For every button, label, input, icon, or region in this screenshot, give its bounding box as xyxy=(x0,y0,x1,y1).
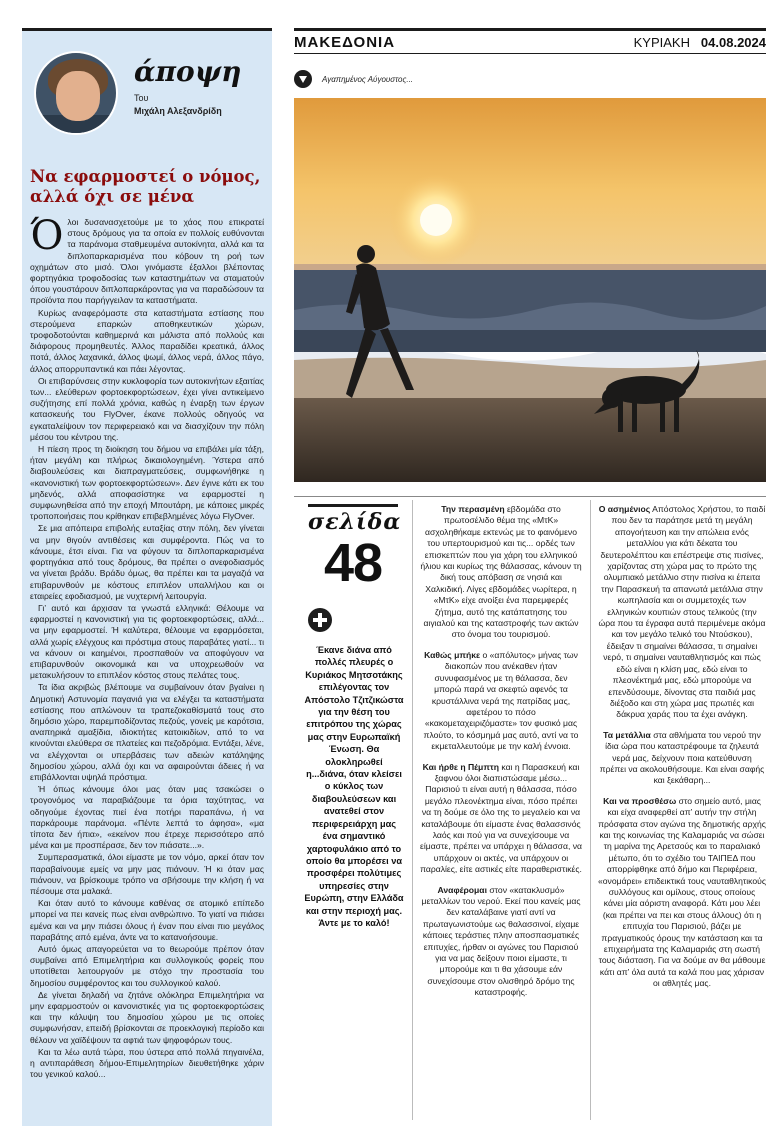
opinion-paragraph: Κυρίως αναφερόμαστε στα καταστήματα εστίασης που στερούμενα επαρκών αποθηκευτικών χώρων, τροφοδοτούνται καθημερινά και μάλιστα από πολλούς και διάφορους προμηθευτές. Άλλος παραδίδει κρεατικά, άλλος ποτά, άλλος λαχανικά, άλλος ψωμί, άλλος νερά, άλλος πάγο, άλλος απορρυπαντικά και πάει λέγοντας. xyxy=(30,307,264,374)
opinion-paragraph: Σε μια απόπειρα επιβολής ευταξίας στην πόλη, δεν γίνεται να μην θιγούν αντιθέσεις και συμφέροντα. Πώς να το κάνουμε, έτσι είναι. Για να φύγουν τα διπλοπαρκαρισμένα φορτηγάκια από τους δρόμους, θα πρέπει ο ανεφοδιασμός να γίνεται βράδυ. Βράδυ όμως, θα πρέπει και τα μαγαζιά να επιβαρυνθούν με κόστους επιπλέον υπαλλήλου και οι εταιρείες εφοδιασμού, με νυχτερινή λειτουργία. xyxy=(30,523,264,601)
opinion-paragraph: Συμπερασματικά, όλοι είμαστε με τον νόμο, αρκεί όταν τον παραβαίνουμε εμείς να μην μας πιάνουν. Ή κι όταν μας πιάνουν, να βρίσκουμε τρόπο να σβήσουμε την κλήση ή να πέσουμε στα μαλακά. xyxy=(30,852,264,896)
opinion-paragraph: Η πίεση προς τη διοίκηση του δήμου να επιβάλει μία τάξη, ήταν μεγάλη και πλήρως δικαιολογημένη. Ύστερα από διαβουλεύσεις και διαπραγματεύσεις, συμφωνήθηκε η «κανονιστική των φορτοεκφορτώσεων». Δεν έγινε κάτι εκ του μηδενός, αλλά αποφασίστηκε να εφαρμοστεί η συμφωνηθείσα από την εποχή Μπουτάρη, με κάποιες μικρές τροποποιήσεις που κρίθηκαν επιβεβλημένες λόγω FlyOver. xyxy=(30,444,264,522)
beach-sunset-photo xyxy=(294,98,766,482)
issue-day: ΚΥΡΙΑΚΗ xyxy=(633,35,690,50)
author-avatar xyxy=(34,51,118,135)
page-label: σελίδα xyxy=(308,509,402,535)
author-name: Μιχάλη Αλεξανδρίδη xyxy=(134,106,222,116)
photo-caption: Αγαπημένος Αύγουστος... xyxy=(322,75,414,84)
column-rule xyxy=(590,500,591,1120)
opinion-paragraph: Δε γίνεται δηλαδή να ζητάνε ολόκληρα Επιμελητήρια να μην εφαρμοστούν οι κανονιστικές για τις φορτοεκφορτώσεις και την κάλυψη του δημοσίου χώρου με τις οποίες συμφωνήσαν, επειδή βρίσκονται σε προεκλογική περίοδο και θέλουν να χαϊδέψουν τα αφτιά των ψηφοφόρων τους. xyxy=(30,989,264,1045)
plus-icon xyxy=(308,608,332,632)
column-right xyxy=(598,504,766,999)
column-paragraph: Ο ασημένιος Απόστολος Χρήστου, το παιδί που δεν τα παράτησε μετά τη μεγάλη απογοήτευση και την απώλεια ενός μεταλλίου για κάτι δέκατα του δευτερολέπτου και επέστρεψε στις πισίνες, χαρίζοντας στη χώρα μας το πρώτο της ολυμπιακό μετάλλιο στην πισίνα κι έπειτα την Παρασκευή τα απανωτά μετάλλια στην κωπηλασία και οι συμμετοχές των ελληνικών κουπιών στους τελικούς (την ώρα που τα έγραφα αυτά περιμένεμε ακόμα και τον μεγάλο τελικό του Ντούσκου), έδειξαν τι σημαίνει θάλασσα, τι σημαίνει νερό, τι σημαίνει ναυταθλητισμός και πώς εδώ είναι η κλίση μας, εδώ είναι το πλεονέκτημά μας, εδώ μπορούμε να επενδύσουμε, δίνοντας στα παιδιά μας διέξοδο και στη χώρα μας πρωτιές και δάκρυα χαράς που τα έχει ανάγκη. xyxy=(598,504,766,720)
column-paragraph: Καθώς μπήκε ο «απόλυτος» μήνας των διακοπών που ανέκαθεν ήταν συνυφασμένος με τη θάλασσα, δεν μπορώ παρά να σκεφτώ αφενός τα κρυστάλλινα νερά της πατρίδας μας, αφετέρου το πόσο «κακομεταχειριζόμαστε» τον φυσικό μας πλούτο, το κόσμημά μας αυτό, αντί να το εκμεταλλευτούμε με την καλή έννοια. xyxy=(423,649,579,752)
newspaper-name: ΜΑΚΕΔΟΝΙΑ xyxy=(294,34,396,51)
opinion-header xyxy=(30,37,264,125)
photo-illustration xyxy=(294,98,766,482)
masthead xyxy=(294,28,766,54)
author-prefix: Του xyxy=(134,93,149,103)
column-middle xyxy=(420,504,582,1008)
column-paragraph: Και να προσθέσω στο σημείο αυτό, μιας και είχα αναφερθεί απ’ αυτήν την στήλη πρόσφατα στον αγώνα της δημοτικής αρχής και της κοινωνίας της Καλαμαριάς να σώσει τη μαρίνα της Αρετσούς και το παραλιακό μέτωπο, ότι το σχέδιο του ΤΑΙΠΕΔ που απορρίφθηκε από δήμο και Περιφέρεια, «ονομάρει» επιδεικτικά τους ναυταθλητικούς συλλόγους και ομίλους, στους οποίους κάνει μία αόριστη αναφορά. Κάτι μου λέει (και πρέπει να πει και στους άλλους) ότι η επιτυχία του Παρισιού, βάζει με πραγματικούς όρους την κατάσταση και τα επιχειρήματα της Καλαμαριάς στη σωστή τους διάσταση. Για να δούμε αν θα μάθουμε κάτι απ’ όλα αυτά τα καλά που μας χάρισαν οι αθλητές μας. xyxy=(598,795,766,989)
section-divider xyxy=(294,496,766,497)
triangle-down-icon xyxy=(294,70,312,88)
opinion-kicker: άποψη xyxy=(134,55,242,88)
promo-text: Έκανε διάνα από πολλές πλευρές ο Κυριάκος Μητσοτάκης επιλέγοντας τον Απόστολο Τζιτζικώστα για την θέση του επιτρόπου της χώρας μας στην Ευρωπαϊκή Ένωση. Θα ολοκληρωθεί η...διάνα, όταν κλείσει ο κύκλος των διαβουλεύσεων και ανατεθεί στον περιφερειάρχη μας ένα σημαντικό χαρτοφυλάκιο από το οποίο θα μπορέσει να προσφέρει πολύτιμες υπηρεσίες στην Ευρώπη, στην Ελλάδα και στην περιοχή μας. Άντε με το καλό! xyxy=(304,645,404,928)
page-promo-box xyxy=(308,504,402,596)
page-number: 48 xyxy=(323,533,383,593)
column-paragraph: Αναφέρομαι στον «κατακλυσμό» μεταλλίων του νερού. Εκεί που κανείς μας δεν καταλάβαινε γιατί αντί να πρωταγωνιστούμε ως θαλασσινοί, είχαμε κάποιες τεράστιες πλην αποσπασματικές επιτυχίες, ήρθαν οι αγώνες του Παρισιού για να μας δείξουν ποιοι είμαστε, τι μπορούμε και τι θα χάσουμε εάν συνεχίσουμε στον ολισθηρό δρόμο της καταστροφής. xyxy=(421,884,581,998)
opinion-title: Να εφαρμοστεί ο νόμος, αλλά όχι σε μένα xyxy=(30,167,261,206)
issue-date: 04.08.2024 xyxy=(700,35,766,50)
dropcap: Ό xyxy=(30,213,64,259)
opinion-column xyxy=(22,28,272,1126)
opinion-paragraph: Ή όπως κάνουμε όλοι μας όταν μας τσακώσει ο τρογονόμος να παραβιάζουμε τα όρια ταχύτητας, να οδηγούμε έχοντας πιεί ένα ποτήρι παραπάνω, ή να παρκάρουμε παράνομα. «Πέντε λεπτά το άφησα», «μα τίποτα δεν ήπια», «εκείνον που έτρεχε περισσότερο από μένα και με προσπέρασε, δεν τον πιάσατε...». xyxy=(30,784,264,851)
column-rule xyxy=(412,500,413,1120)
photo-caption-row xyxy=(294,70,766,90)
opinion-body xyxy=(30,213,265,1080)
opinion-paragraph: Αυτό όμως απαγορεύεται να το θεωρούμε πρέπον όταν συμβαίνει από Επιμελητήρια και συλλογικούς φορείς που υποτίθεται λειτουργούν με στόχο την προστασία του δημοσίου συμφέροντος και του συλλογικού καλού. xyxy=(30,944,264,988)
opinion-paragraph: Όλοι δυσανασχετούμε με το χάος που επικρατεί στους δρόμους για τα οποία εν πολλοίς ευθύνονται τα παράνομα σταθμευμένα αυτοκίνητα, αλλά και τα διπλοπαρκαρισμένα που κόβουν τη ροή των οχημάτων στο μισό. Όλοι γινόμαστε έξαλλοι βλέποντας φορτηγάκια τροφοδοσίας των καταστημάτων να σταματούν όπου γουστάρουν διπλοπαρκάροντας για να παραδώσουν τα προϊόντα που παρήγγειλαν τα καταστήματα. xyxy=(30,213,264,306)
column-paragraph: Την περασμένη εβδομάδα στο πρωτοσέλιδο θέμα της «ΜτΚ» ασχοληθήκαμε εκτενώς με το φαινόμενο του υπερτουρισμού και τις... ορδές των επισκεπτών που για χάρη του ελληνικού ήλιου και κυρίως της θάλασσας, κάνουν τη δική τους απόβαση σε νησιά και Χαλκιδική. Λίγες εβδομάδες νωρίτερα, η «ΜτΚ» είχε ανοίξει ένα παρεμφερές ζήτημα, αυτό της κατάπατησης του αιγιαλού και της καταστροφής των ακτών στο όνομα του τουρισμού. xyxy=(420,504,582,640)
opinion-paragraph: Και τα λέω αυτά τώρα, που ύστερα από πολλά πηγαινέλα, η αντιπαράθεση δήμου-Επιμελητηρίων διευθετήθηκε χάριν του γενικού καλού... xyxy=(30,1046,264,1080)
column-paragraph: Και ήρθε η Πέμπτη και η Παρασκευή και ξαφνου όλοι διαπιστώσαμε μέσω... Παρισιού τι είναι αυτή η θάλασσα, πόσο μεγάλο πλεονέκτημα είναι, πόσο πρέπει να τη δούμε σε όλο της το μεγαλείο και να καταλάβουμε ότι είμαστε ένας θαλασσινός λαός και πού για να συνεχίσουμε να είμαστε, πρέπει να υπάρχει η θάλασσα, να υπάρχουν οι ακτές, να υπάρχουν οι παραλίες, είτε αστικές είτε παραθεριστικές. xyxy=(420,761,582,875)
opinion-paragraph: Οι επιβαρύνσεις στην κυκλοφορία των αυτοκινήτων εξαιτίας των... ελεύθερων φορτοεκφορτώσεων, έχει γίνει αντικείμενο συζήτησης επί πολλά χρόνια, καθώς η έναρξη των έργων κατασκευής του FlyOver, έκανε πολλούς οδηγούς να εγκαταλείψουν τον περιφερειακό και να διασχίζουν την πόλη μέσου του κέντρου της. xyxy=(30,375,265,442)
column-paragraph: Τα μετάλλια στα αθλήματα του νερού την ίδια ώρα που καταστρέφουμε τα ζηλευτά νερά μας, δείχνουν ποια κατεύθυνση πρέπει να ακολουθήσουμε. Και είναι σαφής και ξεκάθαρη... xyxy=(599,729,765,786)
opinion-paragraph: Και όταν αυτό το κάνουμε καθένας σε ατομικό επίπεδο μπορεί να πει κανείς πως είναι ανθρώπινο. Το γιατί να πιάσει εμένα και να μην πιάσει όλους ή έναν που είναι πιο μεγάλος παραβάτης από εμένα, άντε να το κατανοήσουμε. xyxy=(30,898,264,942)
opinion-paragraph: Τα ίδια ακριβώς βλέπουμε να συμβαίνουν όταν βγαίνει η Δημοτική Αστυνομία παγανιά για να ελέγξει τα καταστήματα εστίασης που απλώνουν τα τραπεζοκαθίσματά τους στο δημόσιο χώρο, παρεμποδίζοντας πεζούς, γονείς με καρότσια, αναπηρικά αμαξίδια, ιδιοκτήτες κατοικιδίων, από το να κινούνται ελεύθερα σε πλατείες και πεζοδρόμια. Εντάξει, λένε, να ελέγχονται οι υπερβάσεις των αδειών κατάληψης δημοσίου χώρου, αλλά όχι και να αφαιρούνται άδειες ή να επιβάλλονται υψηλά πρόστιμα. xyxy=(30,682,264,782)
opinion-paragraph: Γι’ αυτό και άρχισαν τα γνωστά ελληνικά: Θέλουμε να εφαρμοστεί η κανονιστική για τις φορτοεκφορτώσεις, αλλά... να μην εφαρμοστεί. Ή καλύτερα, θέλουμε να εφαρμόσεται, αλλά χωρίς ελέγχους και πρόστιμα στους παραβάτες γιατί... τι να κάνουν οι καημένοι, προσπαθούν να αποφύγουν να επιβαρυνθούν οικονομικά και να υποχρεωθούν να μετακυλήσουν το επιπλέον κόστος στους πελάτες τους. xyxy=(30,602,264,681)
